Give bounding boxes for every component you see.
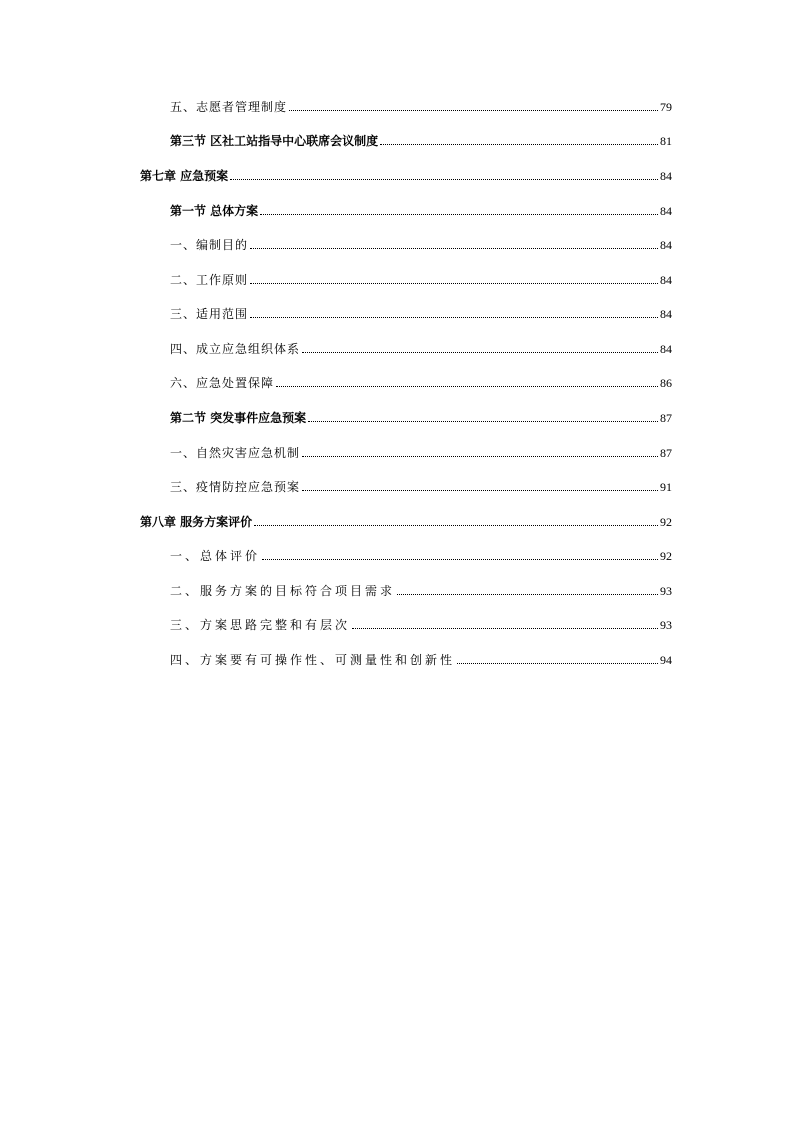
toc-page-number: 87 bbox=[660, 446, 672, 460]
toc-page-number: 92 bbox=[660, 549, 672, 563]
toc-entry[interactable] bbox=[170, 336, 672, 356]
toc-entry[interactable] bbox=[170, 405, 672, 425]
toc-entry-label: 一、编制目的 bbox=[170, 238, 249, 252]
toc-page-number: 84 bbox=[660, 307, 672, 321]
toc-entry[interactable] bbox=[170, 370, 672, 390]
toc-page-number: 94 bbox=[660, 653, 672, 667]
toc-page-number: 84 bbox=[660, 169, 672, 183]
toc-page-number: 87 bbox=[660, 411, 672, 425]
toc-entry[interactable] bbox=[170, 474, 672, 494]
toc-page-number: 84 bbox=[660, 273, 672, 287]
toc-page-number: 84 bbox=[660, 342, 672, 356]
dot-leader bbox=[260, 214, 658, 215]
toc-page-number: 91 bbox=[660, 480, 672, 494]
toc-entry-label: 五、志愿者管理制度 bbox=[170, 100, 288, 114]
toc-entry[interactable] bbox=[170, 301, 672, 321]
toc-entry[interactable] bbox=[170, 578, 672, 598]
toc-page-number: 84 bbox=[660, 204, 672, 218]
dot-leader bbox=[250, 317, 658, 318]
toc-entry-label: 四、成立应急组织体系 bbox=[170, 342, 301, 356]
toc-entry-label: 第一节 总体方案 bbox=[170, 204, 259, 218]
toc-page-number: 93 bbox=[660, 584, 672, 598]
dot-leader bbox=[457, 663, 658, 664]
toc-entry-label: 六、应急处置保障 bbox=[170, 376, 275, 390]
dot-leader bbox=[380, 144, 658, 145]
toc-entry[interactable] bbox=[170, 94, 672, 114]
toc-page-number: 84 bbox=[660, 238, 672, 252]
dot-leader bbox=[302, 352, 658, 353]
toc-entry-label: 第七章 应急预案 bbox=[140, 169, 229, 183]
toc-entry[interactable] bbox=[140, 509, 672, 529]
dot-leader bbox=[352, 628, 658, 629]
dot-leader bbox=[250, 248, 658, 249]
toc-entry[interactable] bbox=[170, 647, 672, 667]
toc-page-number: 81 bbox=[660, 134, 672, 148]
toc-entry[interactable] bbox=[170, 612, 672, 632]
toc-entry[interactable] bbox=[170, 543, 672, 563]
dot-leader bbox=[289, 110, 658, 111]
dot-leader bbox=[308, 421, 658, 422]
toc-entry[interactable] bbox=[140, 163, 672, 183]
toc-entry[interactable] bbox=[170, 128, 672, 148]
dot-leader bbox=[250, 283, 658, 284]
toc-page-number: 86 bbox=[660, 376, 672, 390]
toc-entry-label: 三、方案思路完整和有层次 bbox=[170, 618, 351, 632]
toc-entry[interactable] bbox=[170, 267, 672, 287]
toc-entry-label: 二、服务方案的目标符合项目需求 bbox=[170, 584, 396, 598]
toc-entry-label: 第三节 区社工站指导中心联席会议制度 bbox=[170, 134, 379, 148]
dot-leader bbox=[254, 525, 658, 526]
toc-entry-label: 三、适用范围 bbox=[170, 307, 249, 321]
dot-leader bbox=[397, 594, 658, 595]
toc-entry-label: 二、工作原则 bbox=[170, 273, 249, 287]
toc-entry-label: 三、疫情防控应急预案 bbox=[170, 480, 301, 494]
toc-entry-label: 一、总体评价 bbox=[170, 549, 261, 563]
dot-leader bbox=[262, 559, 658, 560]
toc-entry-label: 第二节 突发事件应急预案 bbox=[170, 411, 307, 425]
toc-entry-label: 一、自然灾害应急机制 bbox=[170, 446, 301, 460]
toc-entry-label: 四、方案要有可操作性、可测量性和创新性 bbox=[170, 653, 456, 667]
dot-leader bbox=[230, 179, 658, 180]
dot-leader bbox=[302, 456, 658, 457]
dot-leader bbox=[302, 490, 658, 491]
dot-leader bbox=[276, 386, 658, 387]
toc-page-number: 93 bbox=[660, 618, 672, 632]
toc-page-number: 79 bbox=[660, 100, 672, 114]
toc-entry[interactable] bbox=[170, 440, 672, 460]
toc-entry[interactable] bbox=[170, 198, 672, 218]
toc-page-number: 92 bbox=[660, 515, 672, 529]
toc-entry[interactable] bbox=[170, 232, 672, 252]
toc-entry-label: 第八章 服务方案评价 bbox=[140, 515, 253, 529]
